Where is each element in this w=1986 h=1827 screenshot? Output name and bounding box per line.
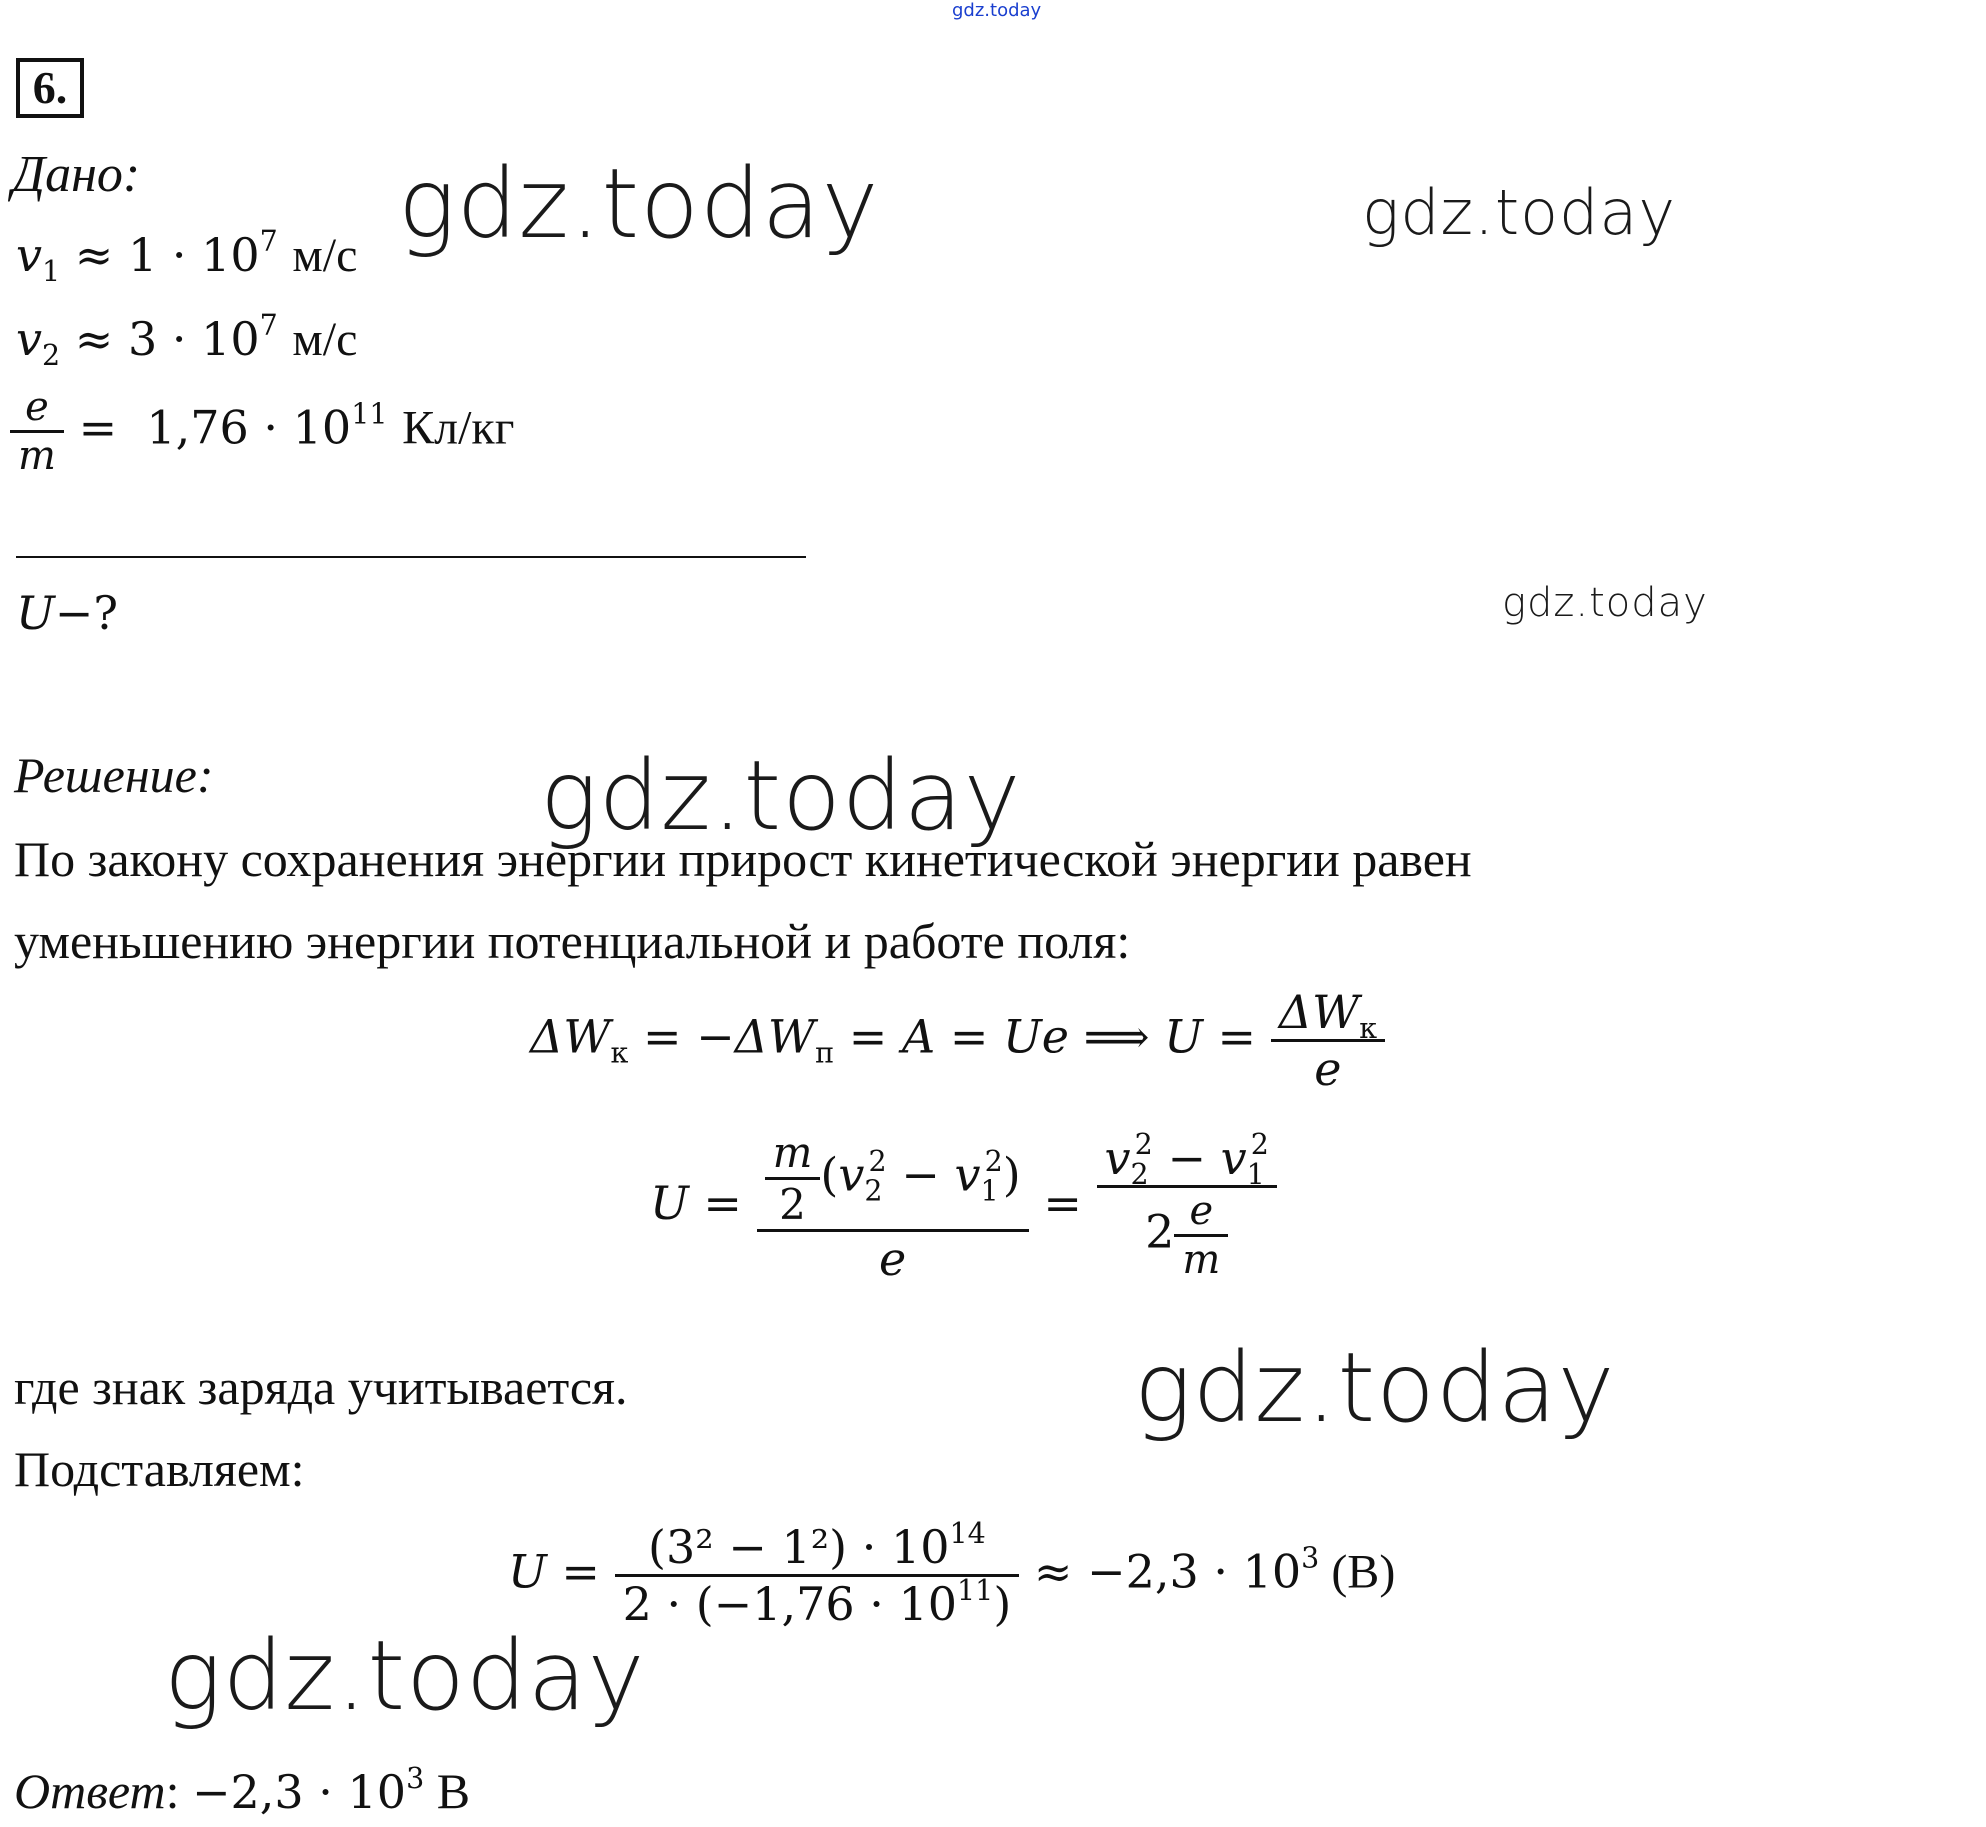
watermark: gdz.today <box>1362 176 1677 249</box>
answer: Ответ: $-2,3 \cdot 10^3$ В <box>14 1762 471 1819</box>
equation-energy: $\Delta W_к = -\Delta W_п = A = Ue$ ⟹ U = $\frac{\Delta W_к}{e}$ <box>530 985 1385 1096</box>
watermark: gdz.today <box>1502 580 1708 626</box>
given-e-over-m: $\frac{e}{m}$ = $1,76 \cdot 10^{11}$ Кл/кг <box>10 384 514 479</box>
problem-number: 6. <box>16 58 84 118</box>
given-label: Дано: <box>12 146 141 203</box>
given-v2: $v_2 \approx 3 \cdot 10^7$ м/с <box>16 309 358 372</box>
solution-line-1: По закону сохранения энергии прирост кинетической энергии равен <box>14 831 1472 887</box>
given-v1: $v_1 \approx 1 \cdot 10^7$ м/с <box>16 225 358 288</box>
solution-line-2: уменьшению энергии потенциальной и работе поля: <box>14 913 1131 969</box>
note-charge-sign: где знак заряда учитывается. <box>14 1359 628 1415</box>
find-unknown: U−? <box>16 586 118 640</box>
watermark: gdz.today <box>1134 1332 1616 1444</box>
top-watermark: gdz.today <box>952 0 1042 21</box>
note-substitute: Подставляем: <box>14 1441 305 1497</box>
watermark: gdz.today <box>398 148 880 260</box>
solution-label: Решение: <box>14 747 214 803</box>
given-divider <box>16 556 806 558</box>
equation-numeric: U = $\frac{(3^2 - 1^2) \cdot 10^{14}}{2 \cdot (-1,76 \cdot 10^{11})}$ ≈ $-2,3 \cdot 10^3$ (В) <box>508 1517 1396 1631</box>
equation-voltage-general: U = $\frac{m}{2}$ $(v_2^2 - v_1^2)$ e = $v_2^2 - v_1^2$ 2 $\frac{e}{m}$ <box>650 1128 1277 1286</box>
watermark: gdz.today <box>540 740 1022 852</box>
watermark: gdz.today <box>164 1620 646 1732</box>
